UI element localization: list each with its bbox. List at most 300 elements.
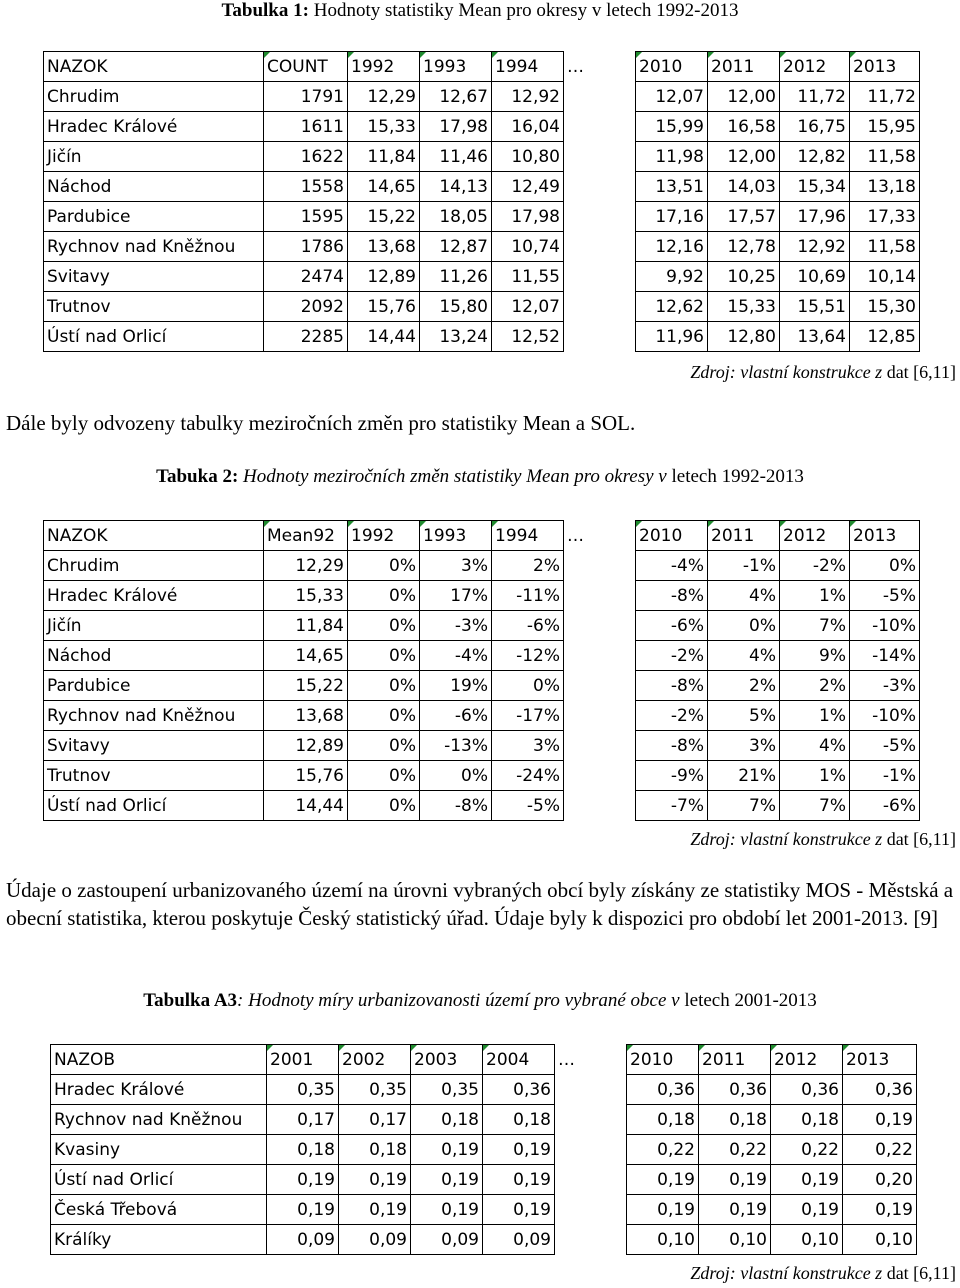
column-header: COUNT	[264, 52, 348, 82]
table-cell: 13,18	[850, 172, 920, 202]
table3-source-label: Zdroj: vlastní konstrukce z	[690, 1263, 883, 1283]
row-label-cell: Hradec Králové	[44, 112, 264, 142]
table-cell: 12,29	[348, 82, 420, 112]
table-row	[44, 701, 920, 731]
row-label-cell: Pardubice	[44, 202, 264, 232]
table-row	[44, 292, 920, 322]
table-cell: -24%	[492, 761, 564, 791]
table-cell: -4%	[420, 641, 492, 671]
table-cell: 11,55	[492, 262, 564, 292]
table-cell: 2285	[264, 322, 348, 352]
table-cell: -6%	[850, 791, 920, 821]
table-cell: 11,72	[850, 82, 920, 112]
table-cell: 0,19	[339, 1165, 411, 1195]
table-cell: 0,19	[267, 1195, 339, 1225]
table-cell: 0%	[348, 581, 420, 611]
table-cell: -1%	[850, 761, 920, 791]
table-cell: 0,18	[411, 1105, 483, 1135]
column-header: 2001	[267, 1045, 339, 1075]
table-cell: 17,33	[850, 202, 920, 232]
column-header: Mean92	[264, 521, 348, 551]
column-header: 2010	[636, 52, 708, 82]
table-cell	[564, 791, 636, 821]
table-cell: 15,33	[264, 581, 348, 611]
table3-caption-label: Tabulka A3	[143, 990, 238, 1011]
row-label-cell: Králíky	[51, 1225, 267, 1255]
table-row	[44, 581, 920, 611]
table-cell: -11%	[492, 581, 564, 611]
table-cell: -3%	[420, 611, 492, 641]
table1-source	[690, 361, 956, 383]
table-cell: 0,09	[411, 1225, 483, 1255]
table-cell: 0,18	[699, 1105, 771, 1135]
table-cell: 12,82	[780, 142, 850, 172]
table-cell: 0,20	[843, 1165, 917, 1195]
table-cell: 0,22	[627, 1135, 699, 1165]
table-cell: 0%	[348, 701, 420, 731]
table-cell: -3%	[850, 671, 920, 701]
table-cell: 0,35	[411, 1075, 483, 1105]
table1-caption-label: Tabulka 1:	[221, 0, 309, 21]
table-cell: 12,49	[492, 172, 564, 202]
row-label-cell: Jičín	[44, 142, 264, 172]
table-row	[51, 1195, 917, 1225]
table-cell: 12,07	[492, 292, 564, 322]
table-cell: -14%	[850, 641, 920, 671]
table-cell: 16,75	[780, 112, 850, 142]
table-cell: 0,36	[843, 1075, 917, 1105]
table-cell	[564, 172, 636, 202]
column-header: NAZOB	[51, 1045, 267, 1075]
table-cell: 11,84	[348, 142, 420, 172]
table-cell: 0,17	[339, 1105, 411, 1135]
row-label-cell: Trutnov	[44, 761, 264, 791]
row-label-cell: Ústí nad Orlicí	[44, 791, 264, 821]
column-header: NAZOK	[44, 521, 264, 551]
table2-source	[690, 828, 956, 850]
column-header: 2012	[780, 521, 850, 551]
table-cell	[564, 322, 636, 352]
column-header: 2011	[699, 1045, 771, 1075]
table-cell: 15,76	[264, 761, 348, 791]
table-row	[44, 322, 920, 352]
table-cell: 14,13	[420, 172, 492, 202]
table-cell: 13,68	[348, 232, 420, 262]
table-cell: 16,04	[492, 112, 564, 142]
table-cell	[564, 731, 636, 761]
column-header: 2013	[850, 521, 920, 551]
table-row	[44, 791, 920, 821]
table-cell: 12,52	[492, 322, 564, 352]
table-cell: -1%	[708, 551, 780, 581]
column-header: 2013	[850, 52, 920, 82]
table-row	[44, 82, 920, 112]
table-cell: 0,19	[843, 1105, 917, 1135]
table-header-row	[51, 1045, 917, 1075]
table-cell: 0,19	[699, 1195, 771, 1225]
table-cell: 0,19	[267, 1165, 339, 1195]
table-cell: 11,58	[850, 232, 920, 262]
table3-caption	[0, 990, 960, 1012]
table-row	[44, 731, 920, 761]
table-cell: 1%	[780, 761, 850, 791]
row-label-cell: Ústí nad Orlicí	[51, 1165, 267, 1195]
row-label-cell: Pardubice	[44, 671, 264, 701]
table-cell: 14,65	[264, 641, 348, 671]
table-cell: 0,18	[267, 1135, 339, 1165]
table-cell: 0,18	[627, 1105, 699, 1135]
column-header: 2004	[483, 1045, 555, 1075]
table-cell: 11,84	[264, 611, 348, 641]
table1	[43, 51, 920, 352]
column-header: 2011	[708, 52, 780, 82]
column-header: 1994	[492, 52, 564, 82]
table-cell: 0%	[348, 611, 420, 641]
table-cell	[564, 611, 636, 641]
table-cell: -9%	[636, 761, 708, 791]
table-cell: 11,96	[636, 322, 708, 352]
table-cell: 0%	[348, 731, 420, 761]
table-cell: 17,96	[780, 202, 850, 232]
table-cell: 11,26	[420, 262, 492, 292]
table-cell: 12,00	[708, 142, 780, 172]
table-cell: 1622	[264, 142, 348, 172]
table-cell: 11,46	[420, 142, 492, 172]
table-cell: 4%	[780, 731, 850, 761]
table-cell: 19%	[420, 671, 492, 701]
row-label-cell: Hradec Králové	[44, 581, 264, 611]
table-cell: 15,33	[348, 112, 420, 142]
table-cell: 15,99	[636, 112, 708, 142]
column-header: …	[555, 1045, 627, 1075]
table-cell: 12,80	[708, 322, 780, 352]
table-cell: 12,62	[636, 292, 708, 322]
table-row	[51, 1105, 917, 1135]
table-cell: 12,92	[780, 232, 850, 262]
table-cell: 12,00	[708, 82, 780, 112]
column-header: 1994	[492, 521, 564, 551]
table2-caption-label: Tabuka 2:	[156, 466, 239, 487]
table-row	[44, 172, 920, 202]
table-cell: 1%	[780, 701, 850, 731]
table1-caption-text: Hodnoty statistiky Mean pro okresy v letech 1992-2013	[308, 0, 739, 21]
table-row	[51, 1165, 917, 1195]
table-cell: 0%	[850, 551, 920, 581]
table-cell: 0,10	[699, 1225, 771, 1255]
table-cell: 0,18	[771, 1105, 843, 1135]
table-cell	[555, 1225, 627, 1255]
table-cell: 0,10	[627, 1225, 699, 1255]
table-cell: 2%	[708, 671, 780, 701]
row-label-cell: Rychnov nad Kněžnou	[44, 232, 264, 262]
table-cell: 13,64	[780, 322, 850, 352]
table-cell: 21%	[708, 761, 780, 791]
table-row	[44, 551, 920, 581]
table-cell: 4%	[708, 641, 780, 671]
paragraph-1: Dále byly odvozeny tabulky meziročních změn pro statistiky Mean a SOL.	[6, 411, 636, 435]
table-cell: 11,58	[850, 142, 920, 172]
column-header: NAZOK	[44, 52, 264, 82]
table-row	[44, 202, 920, 232]
table-cell	[564, 112, 636, 142]
table3-source	[690, 1262, 956, 1284]
table-cell: -10%	[850, 701, 920, 731]
table-cell: 0,36	[699, 1075, 771, 1105]
table-row	[44, 641, 920, 671]
table-cell: 7%	[780, 791, 850, 821]
table-row	[44, 262, 920, 292]
table-cell: -13%	[420, 731, 492, 761]
table1-caption	[0, 0, 960, 22]
table3-caption-italic: : Hodnoty míry urbanizovanosti území pro vybrané obce v	[237, 990, 680, 1011]
table-cell: -5%	[850, 731, 920, 761]
row-label-cell: Náchod	[44, 641, 264, 671]
column-header: 2013	[843, 1045, 917, 1075]
table-cell: 15,34	[780, 172, 850, 202]
table-cell	[555, 1195, 627, 1225]
table-cell: 15,80	[420, 292, 492, 322]
row-label-cell: Svitavy	[44, 731, 264, 761]
table-cell: 0,19	[411, 1165, 483, 1195]
column-header: 2012	[771, 1045, 843, 1075]
table-cell: -8%	[636, 581, 708, 611]
table2-caption	[0, 466, 960, 488]
table-cell: 3%	[708, 731, 780, 761]
table-cell: 0,19	[699, 1165, 771, 1195]
table-cell: 1558	[264, 172, 348, 202]
table-cell: -6%	[636, 611, 708, 641]
table-cell: 2%	[492, 551, 564, 581]
table2	[43, 520, 920, 821]
table-cell: 13,68	[264, 701, 348, 731]
column-header: …	[564, 521, 636, 551]
table-header-row	[44, 521, 920, 551]
table-cell: 0,36	[771, 1075, 843, 1105]
table-cell	[555, 1075, 627, 1105]
table-cell: 0%	[420, 761, 492, 791]
table-cell: 7%	[708, 791, 780, 821]
table-cell: 3%	[420, 551, 492, 581]
table-cell: 15,76	[348, 292, 420, 322]
table-cell: 0,22	[699, 1135, 771, 1165]
table-header-row	[44, 52, 920, 82]
column-header: …	[564, 52, 636, 82]
table-cell: 10,69	[780, 262, 850, 292]
table-cell: 15,95	[850, 112, 920, 142]
table-cell: 0%	[348, 671, 420, 701]
table-cell: 0,19	[483, 1165, 555, 1195]
row-label-cell: Česká Třebová	[51, 1195, 267, 1225]
table1-source-label: Zdroj: vlastní konstrukce z	[690, 362, 883, 382]
table-cell: 0,09	[483, 1225, 555, 1255]
table-cell: 0,19	[771, 1195, 843, 1225]
table-cell: 15,22	[264, 671, 348, 701]
table-cell: 0,36	[483, 1075, 555, 1105]
table-cell: -2%	[636, 701, 708, 731]
table-cell: 0,19	[411, 1135, 483, 1165]
table-cell: 0,19	[483, 1135, 555, 1165]
table-cell: -2%	[636, 641, 708, 671]
table-cell: 12,78	[708, 232, 780, 262]
table-cell: 14,65	[348, 172, 420, 202]
table-cell	[564, 701, 636, 731]
row-label-cell: Kvasiny	[51, 1135, 267, 1165]
table-cell	[564, 551, 636, 581]
table-cell: 0,36	[627, 1075, 699, 1105]
table-cell: 15,51	[780, 292, 850, 322]
table-cell: 0%	[348, 551, 420, 581]
table-cell: 0,18	[339, 1135, 411, 1165]
row-label-cell: Ústí nad Orlicí	[44, 322, 264, 352]
table-cell: 0,10	[771, 1225, 843, 1255]
column-header: 1993	[420, 521, 492, 551]
table-cell: 0%	[348, 641, 420, 671]
table-cell: 12,16	[636, 232, 708, 262]
table-cell: 0,19	[411, 1195, 483, 1225]
table-row	[51, 1075, 917, 1105]
row-label-cell: Hradec Králové	[51, 1075, 267, 1105]
table-cell: 12,89	[348, 262, 420, 292]
table3-caption-text: letech 2001-2013	[679, 990, 817, 1011]
table-cell: -2%	[780, 551, 850, 581]
paragraph-2: Údaje o zastoupení urbanizovaného území na úrovni vybraných obcí byly získány ze statistiky MOS - Městská a obecní statistika, kterou poskytuje Český statistický úřad. Údaje byly k dispozici pro období let 2001-2013. [9]	[6, 878, 954, 930]
table-cell: 12,85	[850, 322, 920, 352]
table-cell: -6%	[492, 611, 564, 641]
table-cell: 9,92	[636, 262, 708, 292]
column-header: 1993	[420, 52, 492, 82]
table-row	[44, 232, 920, 262]
table-row	[44, 112, 920, 142]
table-cell: 0,18	[483, 1105, 555, 1135]
table-cell: 16,58	[708, 112, 780, 142]
table-cell: 17,98	[420, 112, 492, 142]
column-header: 2002	[339, 1045, 411, 1075]
table-cell: 9%	[780, 641, 850, 671]
table2-source-label: Zdroj: vlastní konstrukce z	[690, 829, 883, 849]
table-cell: 1786	[264, 232, 348, 262]
table-cell: 17,16	[636, 202, 708, 232]
row-label-cell: Chrudim	[44, 551, 264, 581]
table-cell: -8%	[420, 791, 492, 821]
table-cell: 12,87	[420, 232, 492, 262]
table-cell	[555, 1135, 627, 1165]
table-cell: 0,10	[843, 1225, 917, 1255]
table-cell: 0,35	[267, 1075, 339, 1105]
table1-source-ref: dat [6,11]	[882, 362, 956, 382]
table-row	[44, 671, 920, 701]
table-cell: -5%	[850, 581, 920, 611]
table-cell: 10,25	[708, 262, 780, 292]
table-cell: 14,44	[348, 322, 420, 352]
row-label-cell: Trutnov	[44, 292, 264, 322]
table-cell: 10,14	[850, 262, 920, 292]
table-cell	[564, 82, 636, 112]
table-cell: 13,24	[420, 322, 492, 352]
table-cell: 1611	[264, 112, 348, 142]
row-label-cell: Jičín	[44, 611, 264, 641]
table-cell: 0,17	[267, 1105, 339, 1135]
table2-caption-italic: Hodnoty meziročních změn statistiky Mean pro okresy v	[238, 466, 667, 487]
column-header: 1992	[348, 52, 420, 82]
table-cell: -7%	[636, 791, 708, 821]
table-cell	[555, 1165, 627, 1195]
column-header: 1992	[348, 521, 420, 551]
table-cell: 0,35	[339, 1075, 411, 1105]
table-cell: 10,80	[492, 142, 564, 172]
table-cell: 0,22	[771, 1135, 843, 1165]
table-cell: 4%	[708, 581, 780, 611]
table-cell: 0,19	[627, 1165, 699, 1195]
row-label-cell: Náchod	[44, 172, 264, 202]
table-cell: 13,51	[636, 172, 708, 202]
table-row	[51, 1135, 917, 1165]
table-cell: 2%	[780, 671, 850, 701]
table-row	[44, 761, 920, 791]
table-cell: 17,98	[492, 202, 564, 232]
row-label-cell: Svitavy	[44, 262, 264, 292]
table-row	[44, 611, 920, 641]
table-row	[44, 142, 920, 172]
table-cell: 0,22	[843, 1135, 917, 1165]
table-cell	[564, 761, 636, 791]
table-cell: 11,72	[780, 82, 850, 112]
table-cell: -6%	[420, 701, 492, 731]
table-cell: 15,22	[348, 202, 420, 232]
table-cell: -5%	[492, 791, 564, 821]
table-cell	[564, 232, 636, 262]
table-cell: -4%	[636, 551, 708, 581]
table-cell: 0%	[348, 761, 420, 791]
table-cell: 0,19	[843, 1195, 917, 1225]
table-cell	[555, 1105, 627, 1135]
table-cell: 11,98	[636, 142, 708, 172]
table-cell: 12,29	[264, 551, 348, 581]
table-cell: 1791	[264, 82, 348, 112]
table-cell: 15,33	[708, 292, 780, 322]
table-cell: -8%	[636, 671, 708, 701]
table-cell: -10%	[850, 611, 920, 641]
table-cell: 0,19	[627, 1195, 699, 1225]
table-cell: 1595	[264, 202, 348, 232]
column-header: 2012	[780, 52, 850, 82]
table-cell: 17,57	[708, 202, 780, 232]
table-cell	[564, 202, 636, 232]
table-cell: 15,30	[850, 292, 920, 322]
table-cell: 14,03	[708, 172, 780, 202]
table2-source-ref: dat [6,11]	[882, 829, 956, 849]
table-cell	[564, 671, 636, 701]
row-label-cell: Rychnov nad Kněžnou	[44, 701, 264, 731]
table-cell: 0,09	[339, 1225, 411, 1255]
table-cell	[564, 581, 636, 611]
table-cell: 5%	[708, 701, 780, 731]
table-cell: 0%	[348, 791, 420, 821]
column-header: 2010	[636, 521, 708, 551]
table-cell: -12%	[492, 641, 564, 671]
table-cell: 12,92	[492, 82, 564, 112]
table-cell: 14,44	[264, 791, 348, 821]
table-cell: 0,19	[771, 1165, 843, 1195]
table-cell: 17%	[420, 581, 492, 611]
table-cell: 0,19	[339, 1195, 411, 1225]
table-cell	[564, 641, 636, 671]
table-cell: 1%	[780, 581, 850, 611]
table-row	[51, 1225, 917, 1255]
table-cell: 0%	[492, 671, 564, 701]
table-cell: 12,07	[636, 82, 708, 112]
table2-caption-text: letech 1992-2013	[666, 466, 804, 487]
row-label-cell: Chrudim	[44, 82, 264, 112]
